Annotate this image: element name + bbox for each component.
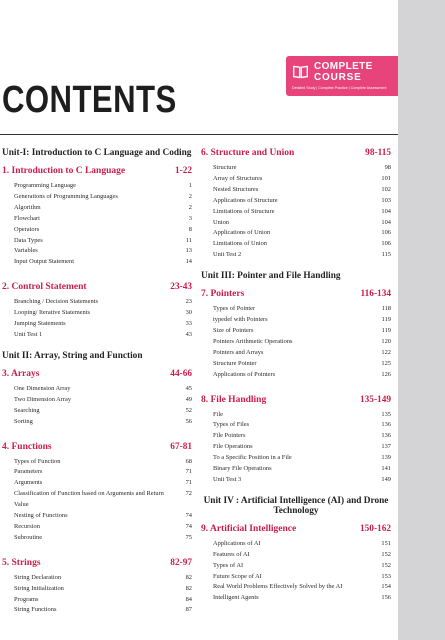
topic-page: 137 bbox=[381, 443, 391, 451]
chapter-heading bbox=[2, 369, 192, 379]
topic-title: Pointers and Arrays bbox=[213, 348, 264, 356]
topic-page: 75 bbox=[185, 533, 192, 541]
topic-title: String Functions bbox=[14, 606, 57, 614]
topic-title: Programming Language bbox=[14, 182, 76, 189]
chapter-heading bbox=[201, 524, 391, 534]
topic-page: 118 bbox=[381, 305, 391, 313]
unit-heading: Unit-I: Introduction to C Language and Coding bbox=[2, 148, 192, 158]
unit-heading: Unit IV : Artificial Intelligence (AI) and Drone Technology bbox=[203, 495, 389, 516]
topic-page: 104 bbox=[381, 218, 391, 226]
chapter-heading bbox=[201, 395, 391, 405]
topic-page: 126 bbox=[381, 370, 391, 378]
topic-title: Programs bbox=[14, 595, 39, 603]
topic-row bbox=[201, 163, 391, 174]
topic-row bbox=[201, 442, 391, 453]
topic-row bbox=[2, 236, 192, 247]
topic-title: Pointers Arithmetic Operations bbox=[213, 337, 293, 345]
unit-heading: Unit II: Array, String and Function bbox=[2, 350, 143, 361]
topic-row bbox=[2, 406, 192, 417]
topic-row bbox=[2, 297, 192, 308]
topic-page: 102 bbox=[381, 185, 391, 193]
topic-row bbox=[201, 593, 391, 604]
topic-title: Types of Files bbox=[213, 421, 250, 429]
topic-row bbox=[2, 395, 192, 406]
topic-title: Operators bbox=[14, 225, 40, 233]
topic-title: Unit Test 2 bbox=[213, 251, 242, 259]
chapter-heading bbox=[2, 282, 192, 292]
topic-row bbox=[2, 478, 192, 489]
topic-title: To a Specific Position in a File bbox=[213, 454, 292, 462]
open-book-icon bbox=[292, 63, 309, 80]
topic-row bbox=[2, 511, 192, 522]
topic-title: Types of AI bbox=[213, 561, 244, 569]
topic-page: 1 bbox=[188, 182, 192, 189]
topic-row bbox=[2, 489, 192, 511]
chapter-heading bbox=[2, 442, 192, 452]
topic-row bbox=[2, 573, 192, 584]
topic-row bbox=[201, 239, 391, 250]
topic-list bbox=[201, 539, 391, 604]
topic-page: 2 bbox=[188, 203, 192, 211]
chapter-title: 8. File Handling bbox=[201, 394, 267, 405]
topic-row bbox=[2, 417, 192, 428]
topic-row bbox=[2, 467, 192, 478]
topic-page: 151 bbox=[381, 539, 391, 547]
topic-page: 139 bbox=[381, 454, 391, 462]
topic-title: Types of Pointer bbox=[213, 305, 256, 313]
topic-list bbox=[2, 297, 192, 341]
chapter-pages: 150-162 bbox=[360, 523, 391, 534]
topic-title: String Initialization bbox=[14, 584, 64, 592]
topic-row bbox=[2, 319, 192, 330]
topic-page: 104 bbox=[381, 207, 391, 215]
topic-title: Sorting bbox=[14, 417, 33, 425]
topic-title: Branching / Decision Statements bbox=[14, 298, 98, 306]
topic-title: Unit Test 3 bbox=[213, 475, 242, 483]
topic-title: Flowchart bbox=[14, 214, 40, 222]
topic-page: 14 bbox=[185, 258, 192, 266]
chapter-heading bbox=[201, 289, 391, 299]
topic-row bbox=[201, 572, 391, 583]
topic-title: Intelligent Agents bbox=[213, 594, 259, 602]
topic-page: 106 bbox=[381, 240, 391, 248]
topic-title: Jumping Statements bbox=[14, 320, 66, 328]
topic-row bbox=[201, 185, 391, 196]
topic-title: Applications of Union bbox=[213, 229, 271, 237]
topic-row bbox=[201, 561, 391, 572]
topic-page: 141 bbox=[381, 465, 391, 473]
topic-title: Array of Structures bbox=[213, 174, 263, 182]
topic-title: Input Output Statement bbox=[14, 258, 74, 266]
chapter-title: 3. Arrays bbox=[2, 368, 40, 379]
topic-row bbox=[201, 196, 391, 207]
topic-title: Data Types bbox=[14, 236, 43, 244]
page-title: CONTENTS bbox=[2, 79, 177, 121]
topic-row bbox=[201, 337, 391, 348]
complete-course-badge bbox=[286, 56, 398, 96]
topic-list bbox=[2, 384, 192, 428]
topic-page: 153 bbox=[381, 572, 391, 580]
topic-page: 13 bbox=[185, 247, 192, 255]
topic-row bbox=[2, 181, 192, 192]
topic-page: 71 bbox=[185, 479, 192, 487]
topic-page: 152 bbox=[381, 550, 391, 558]
topic-page: 119 bbox=[381, 326, 391, 334]
topic-page: 98 bbox=[384, 164, 391, 171]
topic-list bbox=[2, 181, 192, 268]
topic-row bbox=[201, 174, 391, 185]
topic-title: Union bbox=[213, 218, 229, 226]
topic-title: File bbox=[213, 410, 223, 418]
topic-title: Classification of Function based on Arguments and Return Value bbox=[14, 490, 164, 509]
topic-row bbox=[201, 453, 391, 464]
topic-title: File Operations bbox=[213, 443, 253, 451]
topic-page: 136 bbox=[381, 421, 391, 429]
topic-title: Limitations of Structure bbox=[213, 207, 275, 215]
badge-tagline: Detailed Study | Complete Practice | Complete Assessment bbox=[292, 86, 387, 90]
topic-page: 106 bbox=[381, 229, 391, 237]
topic-list bbox=[201, 163, 391, 261]
topic-page: 2 bbox=[188, 192, 192, 200]
topic-page: 56 bbox=[185, 417, 192, 425]
topic-row bbox=[201, 359, 391, 370]
topic-title: Two Dimension Array bbox=[14, 395, 72, 403]
topic-row bbox=[2, 214, 192, 225]
topic-row bbox=[2, 203, 192, 214]
topic-page: 71 bbox=[185, 468, 192, 476]
topic-page: 52 bbox=[185, 406, 192, 414]
topic-title: Future Scope of AI bbox=[213, 572, 262, 580]
topic-row bbox=[201, 218, 391, 229]
topic-title: Structure bbox=[213, 164, 237, 171]
topic-title: Real World Problems Effectively Solved by the AI bbox=[213, 583, 343, 591]
topic-page: 122 bbox=[381, 348, 391, 356]
topic-title: File Pointers bbox=[213, 432, 246, 440]
topic-title: Generations of Programming Languages bbox=[14, 192, 118, 200]
topic-page: 74 bbox=[185, 512, 192, 520]
topic-page: 87 bbox=[185, 606, 192, 614]
spacer bbox=[201, 261, 391, 271]
topic-row bbox=[201, 304, 391, 315]
topic-title: Applications of Pointers bbox=[213, 370, 276, 378]
topic-title: Applications of Structure bbox=[213, 196, 278, 204]
topic-title: Variables bbox=[14, 247, 38, 255]
topic-row bbox=[2, 257, 192, 268]
topic-page: 72 bbox=[185, 490, 192, 498]
topic-row bbox=[2, 225, 192, 236]
topic-page: 119 bbox=[381, 316, 391, 324]
topic-title: Structure Pointer bbox=[213, 359, 257, 367]
topic-page: 68 bbox=[185, 457, 192, 465]
topic-row bbox=[2, 246, 192, 257]
topic-row bbox=[201, 228, 391, 239]
topic-row bbox=[201, 582, 391, 593]
chapter-pages: 23-43 bbox=[170, 282, 192, 293]
topic-page: 115 bbox=[381, 251, 391, 259]
topic-title: Nesting of Functions bbox=[14, 512, 68, 520]
topic-row bbox=[2, 595, 192, 606]
topic-page: 101 bbox=[381, 174, 391, 182]
topic-title: Nested Structures bbox=[213, 185, 259, 193]
chapter-title: 6. Structure and Union bbox=[201, 148, 295, 158]
topic-page: 120 bbox=[381, 337, 391, 345]
topic-page: 154 bbox=[381, 583, 391, 591]
topic-row bbox=[201, 420, 391, 431]
spacer bbox=[2, 341, 192, 351]
topic-page: 23 bbox=[185, 298, 192, 306]
spacer bbox=[201, 486, 391, 496]
chapter-pages: 44-66 bbox=[170, 368, 192, 379]
badge-line1: COMPLETE bbox=[314, 61, 373, 72]
topic-row bbox=[201, 431, 391, 442]
chapter-pages: 82-97 bbox=[170, 557, 192, 568]
chapter-pages: 98-115 bbox=[365, 148, 391, 158]
topic-row bbox=[2, 330, 192, 341]
topic-title: Features of AI bbox=[213, 550, 250, 558]
topic-row bbox=[201, 207, 391, 218]
topic-page: 45 bbox=[185, 384, 192, 392]
topic-row bbox=[2, 584, 192, 595]
topic-title: typedef with Pointers bbox=[213, 316, 268, 324]
topic-title: Algorithm bbox=[14, 203, 41, 211]
topic-page: 3 bbox=[188, 214, 192, 222]
unit-heading: Unit III: Pointer and File Handling bbox=[201, 271, 341, 282]
topic-list bbox=[201, 410, 391, 486]
topic-list bbox=[201, 304, 391, 380]
topic-title: Size of Pointers bbox=[213, 326, 254, 334]
badge-line2: COURSE bbox=[314, 72, 362, 83]
chapter-title: 7. Pointers bbox=[201, 289, 245, 300]
chapter-title: 1. Introduction to C Language bbox=[2, 166, 126, 176]
topic-page: 135 bbox=[381, 410, 391, 418]
topic-page: 8 bbox=[188, 225, 192, 233]
chapter-pages: 135-149 bbox=[360, 394, 391, 405]
topic-row bbox=[201, 410, 391, 421]
chapter-title: 5. Strings bbox=[2, 557, 41, 568]
topic-page: 125 bbox=[381, 359, 391, 367]
topic-title: Limitations of Union bbox=[213, 240, 267, 248]
chapter-title: 9. Artificial Intelligence bbox=[201, 523, 297, 534]
topic-page: 33 bbox=[185, 320, 192, 328]
topic-title: Looping/ Iterative Statements bbox=[14, 309, 90, 317]
topic-row bbox=[201, 250, 391, 261]
topic-row bbox=[201, 315, 391, 326]
topic-row bbox=[201, 550, 391, 561]
chapter-pages: 116-134 bbox=[360, 289, 391, 300]
topic-title: Arguments bbox=[14, 479, 43, 487]
topic-page: 82 bbox=[185, 584, 192, 592]
topic-page: 149 bbox=[381, 475, 391, 483]
topic-row bbox=[2, 192, 192, 203]
topic-title: One Dimension Array bbox=[14, 384, 71, 392]
topic-title: Applications of AI bbox=[213, 539, 261, 547]
chapter-pages: 67-81 bbox=[170, 441, 192, 452]
chapter-title: 4. Functions bbox=[2, 441, 52, 452]
chapter-heading bbox=[2, 166, 192, 176]
topic-page: 11 bbox=[185, 236, 192, 244]
topic-title: Recursion bbox=[14, 522, 40, 530]
topic-page: 43 bbox=[185, 330, 192, 338]
topic-list bbox=[2, 573, 192, 617]
topic-page: 30 bbox=[185, 309, 192, 317]
toc-right-column bbox=[201, 148, 391, 604]
title-divider bbox=[0, 134, 398, 135]
topic-row bbox=[201, 326, 391, 337]
topic-row bbox=[201, 475, 391, 486]
side-strip bbox=[398, 0, 445, 640]
topic-page: 49 bbox=[185, 395, 192, 403]
topic-page: 74 bbox=[185, 522, 192, 530]
topic-row bbox=[2, 457, 192, 468]
topic-row bbox=[201, 370, 391, 381]
topic-page: 84 bbox=[185, 595, 192, 603]
topic-title: Binary File Operations bbox=[213, 465, 272, 473]
topic-row bbox=[2, 384, 192, 395]
chapter-pages: 1-22 bbox=[174, 166, 192, 176]
topic-page: 136 bbox=[381, 432, 391, 440]
topic-title: Subroutine bbox=[14, 533, 43, 541]
toc-left-column bbox=[2, 148, 192, 616]
chapter-heading bbox=[201, 148, 391, 158]
topic-title: String Declaration bbox=[14, 573, 62, 581]
topic-row bbox=[2, 533, 192, 544]
topic-page: 82 bbox=[185, 573, 192, 581]
chapter-heading bbox=[2, 558, 192, 568]
topic-row bbox=[201, 464, 391, 475]
topic-row bbox=[2, 522, 192, 533]
topic-list bbox=[2, 457, 192, 544]
topic-row bbox=[2, 605, 192, 616]
topic-row bbox=[201, 539, 391, 550]
topic-row bbox=[2, 308, 192, 319]
topic-title: Searching bbox=[14, 406, 40, 414]
topic-title: Unit Test 1 bbox=[14, 330, 43, 338]
topic-page: 103 bbox=[381, 196, 391, 204]
topic-row bbox=[201, 348, 391, 359]
topic-title: Types of Function bbox=[14, 457, 61, 465]
topic-page: 156 bbox=[381, 594, 391, 602]
topic-page: 152 bbox=[381, 561, 391, 569]
topic-title: Parameters bbox=[14, 468, 43, 476]
chapter-title: 2. Control Statement bbox=[2, 282, 87, 293]
